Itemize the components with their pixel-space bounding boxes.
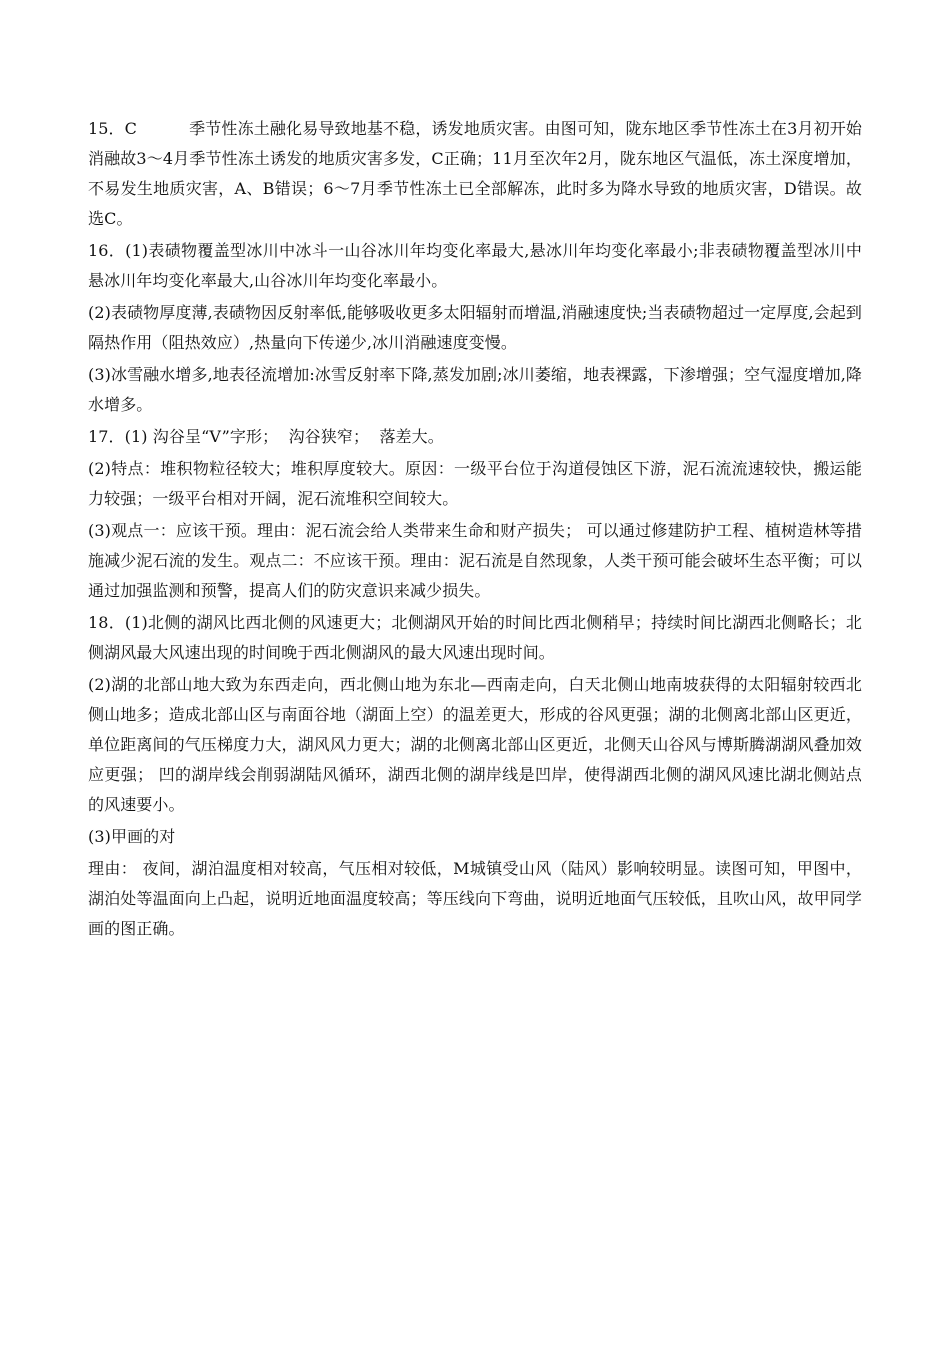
answer-17-2: (2)特点：堆积物粒径较大；堆积厚度较大。原因：一级平台位于沟道侵蚀区下游，泥石流流速较快，搬运能力较强；一级平台相对开阔，泥石流堆积空间较大。 [88,459,862,508]
answer-18-2: (2)湖的北部山地大致为东西走向，西北侧山地为东北—西南走向，白天北侧山地南坡获得的太阳辐射较西北侧山地多；造成北部山区与南面谷地（湖面上空）的温差更大，形成的谷风更强；湖的北侧离北部山区更近， 单位距离间的气压梯度力大，湖风风力更大；湖的北侧离北部山区更近，北侧天山谷风与博斯腾湖湖风叠加效应更强； 凹的湖岸线会削弱湖陆风循环，湖西北侧的湖岸线是凹岸，使得湖西北侧的湖风风速比湖北侧站点的风速要小。 [88,675,862,814]
answer-16-2: (2)表碛物厚度薄,表碛物因反射率低,能够吸收更多太阳辐射而增温,消融速度快;当表碛物超过一定厚度,会起到隔热作用（阻热效应）,热量向下传递少,冰川消融速度变慢。 [88,303,862,352]
answer-18-3: (3)甲画的对 [88,827,176,846]
answer-15-text: 季节性冻土融化易导致地基不稳，诱发地质灾害。由图可知，陇东地区季节性冻土在3月初开始消融故3～4月季节性冻土诱发的地质灾害多发，C正确；11月至次年2月，陇东地区气温低，冻土深度增加，不易发生地质灾害，A、B错误；6～7月季节性冻土已全部解冻，此时多为降水导致的地质灾害，D错误。故选C。 [88,119,862,228]
answer-17-1: 17．(1) 沟谷呈“V”字形； 沟谷狭窄； 落差大。 [88,427,444,446]
answer-15-number: 15．C [88,119,138,138]
answer-15 [88,114,862,234]
answer-17-3: (3)观点一：应该干预。理由：泥石流会给人类带来生命和财产损失； 可以通过修建防护工程、植树造林等措施减少泥石流的发生。观点二：不应该干预。理由：泥石流是自然现象，人类干预可能会破坏生态平衡；可以通过加强监测和预警，提高人们的防灾意识来减少损失。 [88,521,862,600]
answer-18-reason: 理由： 夜间，湖泊温度相对较高，气压相对较低，M城镇受山风（陆风）影响较明显。读图可知，甲图中，湖泊处等温面向上凸起，说明近地面温度较高；等压线向下弯曲，说明近地面气压较低，且吹山风，故甲同学画的图正确。 [88,859,862,938]
answer-document [88,114,862,946]
answer-16-1: 16．(1)表碛物覆盖型冰川中冰斗一山谷冰川年均变化率最大,悬冰川年均变化率最小;非表碛物覆盖型冰川中悬冰川年均变化率最大,山谷冰川年均变化率最小。 [88,241,862,290]
answer-18-1: 18．(1)北侧的湖风比西北侧的风速更大；北侧湖风开始的时间比西北侧稍早；持续时间比湖西北侧略长；北侧湖风最大风速出现的时间晚于西北侧湖风的最大风速出现时间。 [88,613,862,662]
answer-16-3: (3)冰雪融水增多,地表径流增加:冰雪反射率下降,蒸发加剧;冰川萎缩，地表裸露，下渗增强；空气湿度增加,降水增多。 [88,365,863,414]
